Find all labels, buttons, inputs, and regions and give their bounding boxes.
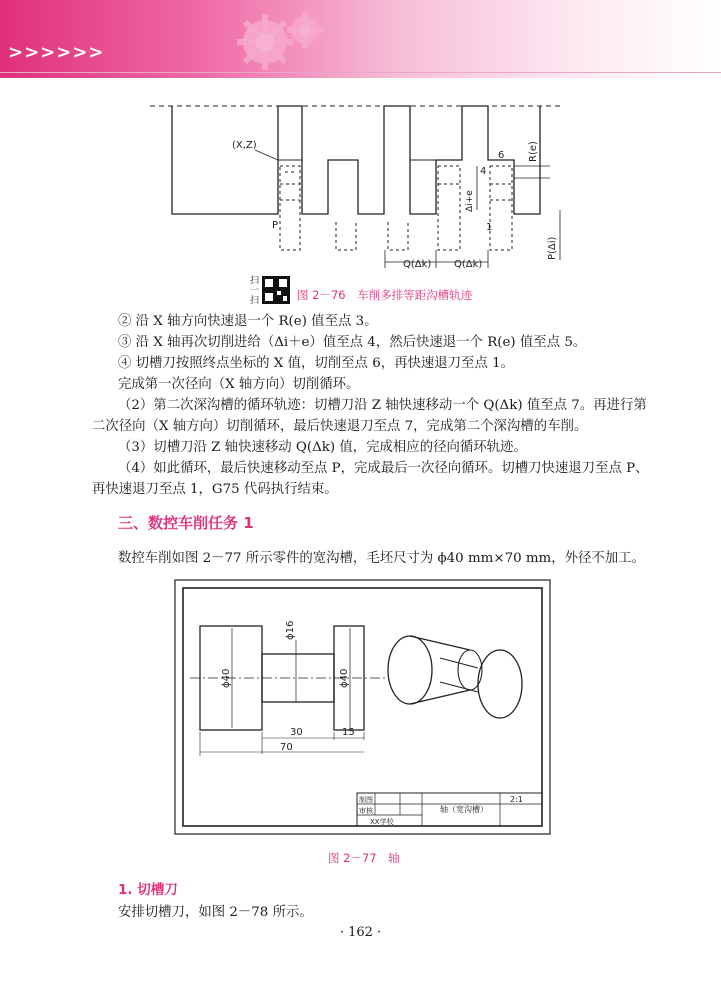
label-4: 4 (480, 166, 487, 177)
paragraph-cycle-done: 完成第一次径向（X 轴方向）切削循环。 (118, 377, 360, 392)
tb-draw: 制图 (359, 796, 373, 804)
body-text (92, 311, 652, 500)
paragraph-third: （3）切槽刀沿 Z 轴快速移动 Q(Δk) 值，完成相应的径向循环轨迹。 (118, 440, 527, 455)
label-1: 1 (486, 222, 493, 233)
figure-76-caption: 图 2－76 车削多排等距沟槽轨迹 (297, 288, 473, 302)
paragraph-step-2: ② 沿 X 轴方向快速退一个 R(e) 值至点 3。 (118, 314, 378, 329)
label-xz: (X,Z) (232, 140, 257, 151)
paragraph-second-groove: （2）第二次深沟槽的循环轨迹：切槽刀沿 Z 轴快速移动一个 Q(Δk) 值至点 7。再进行第二次径向（X 轴方向）切削循环，最后快速退刀至点 7，完成第二个深沟槽的车削。 (92, 398, 647, 434)
qr-scan-label: 扫 一 扫 (250, 276, 260, 306)
header-arrows: >>>>>> (8, 42, 105, 63)
dim-d40-right: ϕ40 (339, 668, 350, 688)
label-delta-ie: Δi+e (465, 190, 475, 212)
paragraph-fourth: （4）如此循环，最后快速移动至点 P，完成最后一次径向循环。切槽刀快速退刀至点 P、再快速退刀至点 1，G75 代码执行结束。 (92, 461, 649, 497)
task-text: 数控车削如图 2－77 所示零件的宽沟槽，毛坯尺寸为 ϕ40 mm×70 mm，外径不加工。 (118, 551, 645, 566)
figure-77-shaft-drawing (0, 578, 721, 838)
paragraph-step-4: ④ 切槽刀按照终点坐标的 X 值，切削至点 6，再快速退刀至点 1。 (118, 356, 515, 371)
paragraph-step-3: ③ 沿 X 轴再次切削进给（Δi＋e）值至点 4，然后快速退一个 R(e) 值至点 5。 (118, 335, 587, 350)
dim-d40-left: ϕ40 (221, 668, 232, 688)
header-rule (0, 72, 721, 73)
dim-15: 15 (342, 727, 355, 738)
gear-decoration-icon (225, 0, 355, 78)
label-p: P (272, 220, 279, 231)
last-text-block (92, 902, 652, 923)
tb-scale: 2:1 (510, 795, 523, 804)
figure-77-caption: 图 2－77 轴 (328, 851, 400, 865)
section-title: 三、数控车削任务 1 (118, 514, 254, 532)
dim-30: 30 (290, 727, 303, 738)
qr-code-icon[interactable] (262, 276, 290, 304)
label-p-delta-i: P(Δi) (547, 236, 558, 260)
label-q2: Q(Δk) (454, 259, 483, 270)
tb-school: XX学校 (370, 818, 394, 826)
page-header-band (0, 0, 721, 78)
label-q1: Q(Δk) (403, 259, 432, 270)
tb-name: 轴（宽沟槽） (440, 805, 488, 814)
tb-review: 审核 (359, 807, 373, 815)
label-re: R(e) (528, 141, 539, 162)
dim-70: 70 (280, 742, 293, 753)
sub-heading: 1. 切槽刀 (118, 882, 178, 898)
label-6: 6 (498, 150, 505, 161)
task-text-block (92, 548, 672, 569)
dim-d16: ϕ16 (285, 620, 296, 640)
last-text: 安排切槽刀，如图 2－78 所示。 (118, 905, 313, 920)
page-number: · 162 · (339, 925, 382, 940)
